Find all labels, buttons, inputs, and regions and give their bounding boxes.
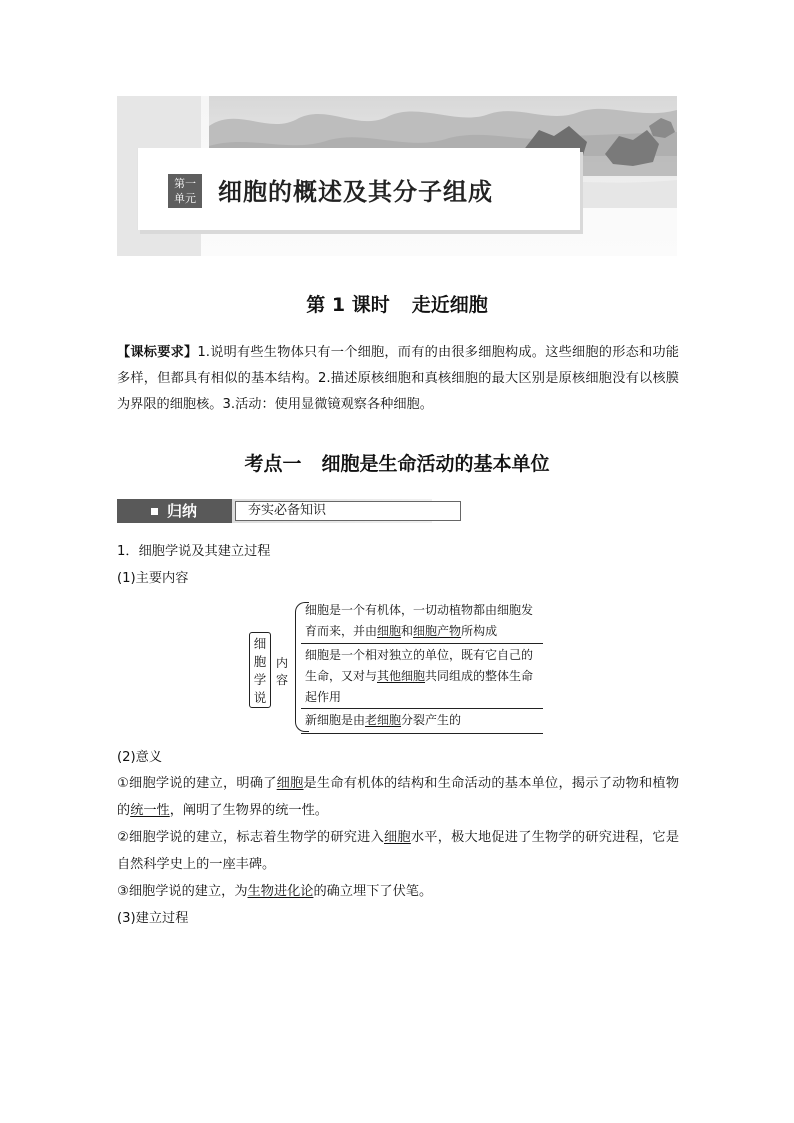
subheading-main-content: (1)主要内容 [117,571,189,586]
diagram-item: 细胞是一个相对独立的单位，既有它自己的生命，又对与其他细胞共同组成的整体生命起作用 [301,645,543,709]
standards-tag: 【课标要求】 [117,345,198,360]
subheading-significance: (2)意义 [117,750,163,765]
unit-badge-line2: 单元 [174,192,196,205]
heading-cell-theory: 1．细胞学说及其建立过程 [117,544,271,559]
unit-badge-line1: 第一 [174,177,196,190]
diagram-inner-label: 内容 [275,656,288,687]
unit-title: 细胞的概述及其分子组成 [218,178,493,206]
section-bar [117,499,432,523]
section-label: 归纳 [167,502,198,520]
standards-text: 1.说明有些生物体只有一个细胞，而有的由很多细胞构成。这些细胞的形态和功能多样，但都具有相似的基本结构。2.描述原核细胞和真核细胞的最大区别是原核细胞没有以核膜为界限的细胞核。3.活动：使用显微镜观察各种细胞。 [117,345,679,412]
unit-badge [168,174,202,208]
significance-item: ②细胞学说的建立，标志着生物学的研究进入细胞水平，极大地促进了生物学的研究进程，它是自然科学史上的一座丰碑。 [117,830,680,872]
section-sublabel: 夯实必备知识 [235,501,461,521]
topic-name: 细胞是生命活动的基本单位 [321,453,550,475]
topic-title [0,449,794,476]
diagram-vertical-label: 细 胞 学 说 [249,632,271,708]
topic-number: 考点一 [244,453,302,475]
lesson-title [0,290,794,317]
diagram-item: 细胞是一个有机体，一切动植物都由细胞发育而来，并由细胞和细胞产物所构成 [301,600,543,644]
lesson-name: 走近细胞 [411,294,488,316]
banner-card [137,148,580,230]
unit-banner [117,96,677,256]
significance-item: ①细胞学说的建立，明确了细胞是生命有机体的结构和生命活动的基本单位，揭示了动物和植物的统一性，阐明了生物界的统一性。 [117,776,680,818]
curriculum-standards [117,340,679,418]
square-bullet-icon [151,508,158,515]
significance-item: ③细胞学说的建立，为生物进化论的确立埋下了伏笔。 [117,884,433,899]
lesson-number: 第 1 课时 [306,294,390,316]
subheading-establishment: (3)建立过程 [117,911,189,926]
diagram-item: 新细胞是由老细胞分裂产生的 [301,710,543,734]
cell-theory-diagram [249,600,549,736]
